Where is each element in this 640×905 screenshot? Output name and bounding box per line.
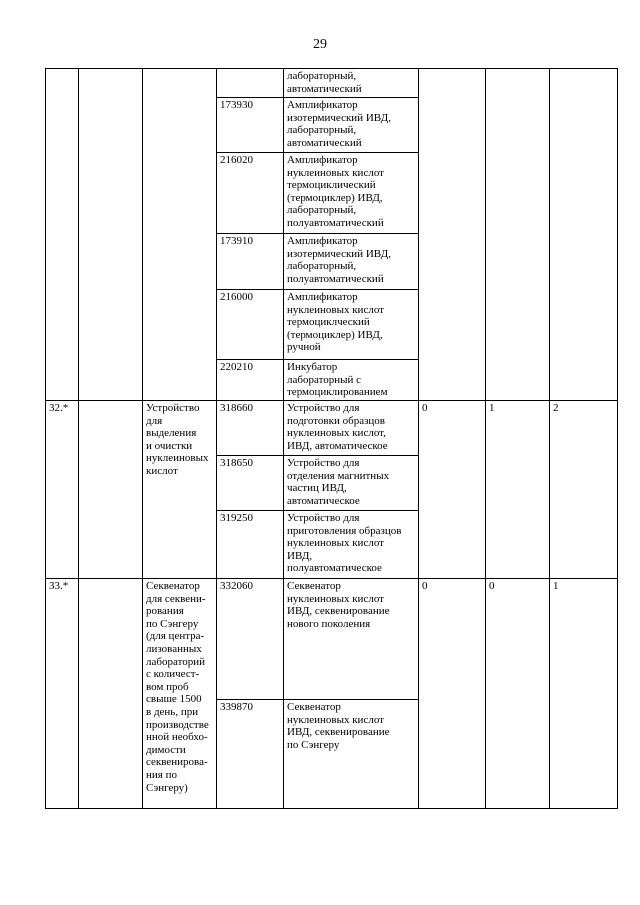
cell-code: 318660	[217, 401, 284, 456]
cell-code: 220210	[217, 360, 284, 401]
cell-code: 319250	[217, 511, 284, 579]
cell-empty	[79, 69, 143, 401]
cell-code: 332060	[217, 579, 284, 700]
cell-code: 216020	[217, 153, 284, 234]
cell-name: лабораторный, автоматический	[284, 69, 419, 98]
cell-code: 318650	[217, 456, 284, 511]
cell-q3	[550, 69, 618, 401]
cell-q3: 2	[550, 401, 618, 579]
cell-q2	[486, 69, 550, 401]
table-row	[46, 401, 618, 456]
cell-name: Устройство для отделения магнитных частиц ИВД, автоматическое	[284, 456, 419, 511]
cell-code: 173930	[217, 98, 284, 153]
cell-q3: 1	[550, 579, 618, 809]
cell-name: Амплификатор изотермический ИВД, лабораторный, полуавтоматический	[284, 234, 419, 290]
cell-name: Секвенатор нуклеиновых кислот ИВД, секвенирование по Сэнгеру	[284, 700, 419, 809]
cell-name: Инкубатор лабораторный с термоциклированием	[284, 360, 419, 401]
cell-num: 32.*	[46, 401, 79, 579]
cell-device: Устройство для выделения и очистки нуклеиновых кислот	[143, 401, 217, 579]
cell-q2: 1	[486, 401, 550, 579]
cell-empty	[79, 401, 143, 579]
table-row	[46, 579, 618, 700]
cell-code: 339870	[217, 700, 284, 809]
cell-empty	[79, 579, 143, 809]
cell-name: Секвенатор нуклеиновых кислот ИВД, секвенирование нового поколения	[284, 579, 419, 700]
cell-name: Амплификатор нуклеиновых кислот термоциклический (термоциклер) ИВД, лабораторный, полуавтоматический	[284, 153, 419, 234]
page-number: 29	[313, 37, 327, 52]
table-row	[46, 69, 618, 98]
cell-num	[46, 69, 79, 401]
cell-q1: 0	[419, 401, 486, 579]
cell-code: 216000	[217, 290, 284, 360]
cell-q1: 0	[419, 579, 486, 809]
cell-name: Устройство для приготовления образцов нуклеиновых кислот ИВД, полуавтоматическое	[284, 511, 419, 579]
equipment-table	[45, 68, 618, 809]
cell-name: Устройство для подготовки образцов нуклеиновых кислот, ИВД, автоматическое	[284, 401, 419, 456]
cell-q2: 0	[486, 579, 550, 809]
cell-code: 173910	[217, 234, 284, 290]
cell-name: Амплификатор изотермический ИВД, лабораторный, автоматический	[284, 98, 419, 153]
cell-device: Секвенатор для секвени- рования по Сэнгеру (для центра- лизованных лабораторий с количест- вом проб свыше 1500 в день, при производстве нной необхо- димости секвенирова- ния по Сэнгеру)	[143, 579, 217, 809]
cell-device	[143, 69, 217, 401]
cell-q1	[419, 69, 486, 401]
cell-num: 33.*	[46, 579, 79, 809]
cell-code	[217, 69, 284, 98]
cell-name: Амплификатор нуклеиновых кислот термоциклческий (термоциклер) ИВД, ручной	[284, 290, 419, 360]
